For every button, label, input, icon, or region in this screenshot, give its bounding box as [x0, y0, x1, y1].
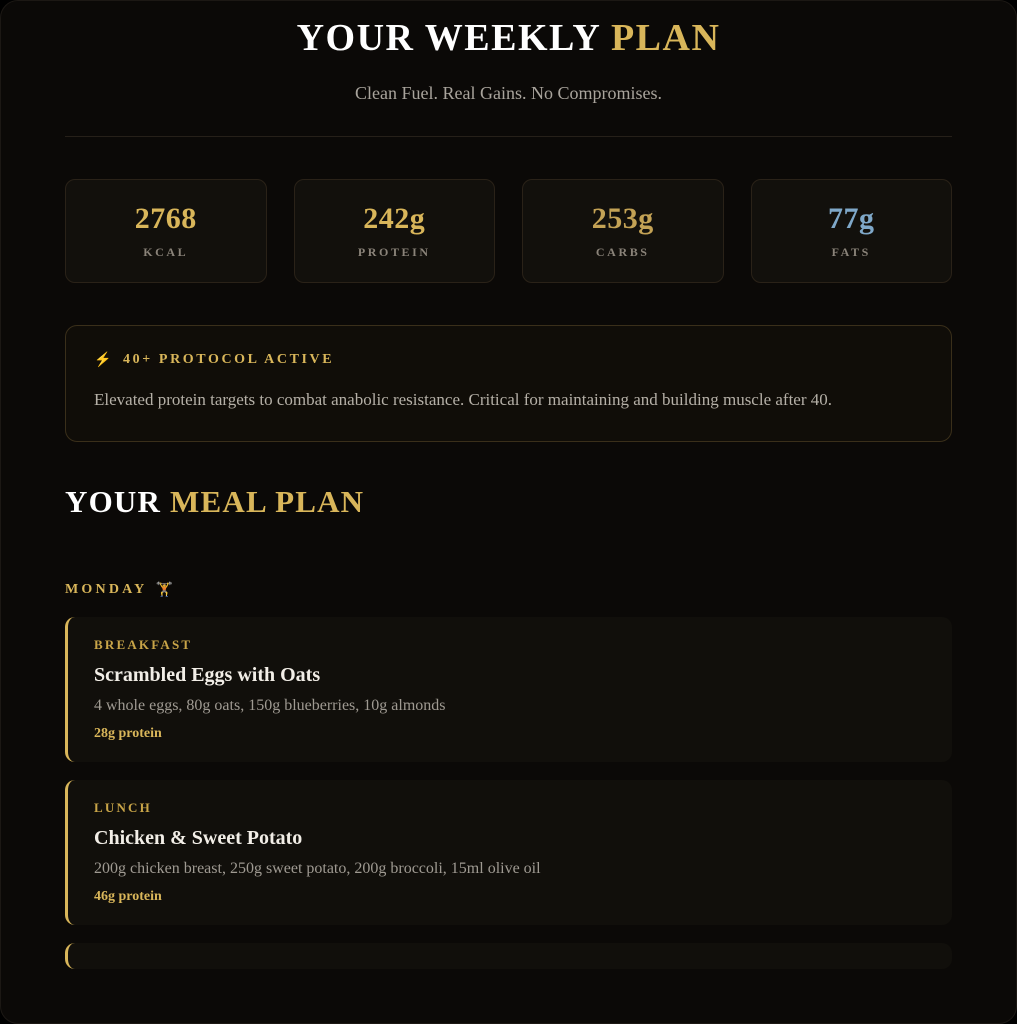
meal-card-breakfast[interactable]: [65, 617, 952, 762]
meal-plan-title-main: YOUR: [65, 483, 171, 519]
meal-name: Scrambled Eggs with Oats: [94, 663, 321, 686]
macro-card-kcal: [65, 179, 267, 283]
macro-value-fats: 77g: [828, 201, 875, 235]
macro-value-carbs: 253g: [591, 201, 654, 235]
protocol-banner: [65, 325, 952, 442]
macro-label-carbs: CARBS: [595, 244, 650, 259]
weightlifter-icon: 🏋: [155, 582, 177, 598]
protocol-heading: 40+ PROTOCOL ACTIVE: [123, 352, 335, 367]
page-title-accent: PLAN: [610, 17, 721, 59]
header-divider: [65, 136, 952, 137]
meal-ingredients: 4 whole eggs, 80g oats, 150g blueberries, 10g almonds: [94, 696, 446, 714]
content-container: [1, 1, 1016, 969]
meal-protein-badge: 28g protein: [94, 725, 162, 741]
meal-card-next-partial[interactable]: [65, 943, 952, 969]
meal-plan-title-accent: MEAL PLAN: [170, 483, 365, 519]
meal-protein-badge: 46g protein: [94, 888, 162, 904]
macro-card-fats: [751, 179, 953, 283]
macro-label-fats: FATS: [831, 244, 871, 259]
meal-type-label: LUNCH: [94, 799, 152, 815]
macro-value-kcal: 2768: [134, 201, 197, 235]
macro-value-protein: 242g: [363, 201, 426, 235]
macro-card-carbs: [522, 179, 724, 283]
day-name: MONDAY: [65, 582, 148, 598]
page-title: [65, 1, 952, 63]
page-title-main: YOUR WEEKLY: [296, 17, 611, 59]
macro-card-protein: [294, 179, 496, 283]
meal-plan-section-title: [65, 484, 952, 520]
macro-summary-row: [65, 179, 952, 283]
day-label-monday: [65, 582, 952, 599]
macro-label-kcal: KCAL: [143, 244, 189, 259]
protocol-heading-row: [94, 352, 923, 369]
page-subtitle: Clean Fuel. Real Gains. No Compromises.: [355, 82, 662, 103]
meal-card-lunch[interactable]: [65, 780, 952, 925]
meal-type-label: BREAKFAST: [94, 636, 193, 652]
lightning-bolt-icon: ⚡: [94, 352, 115, 368]
meal-name: Chicken & Sweet Potato: [94, 826, 303, 849]
meal-ingredients: 200g chicken breast, 250g sweet potato, 200g broccoli, 15ml olive oil: [94, 859, 541, 877]
protocol-body-text: Elevated protein targets to combat anabolic resistance. Critical for maintaining and building muscle after 40.: [94, 389, 833, 409]
macro-label-protein: PROTEIN: [357, 244, 431, 259]
